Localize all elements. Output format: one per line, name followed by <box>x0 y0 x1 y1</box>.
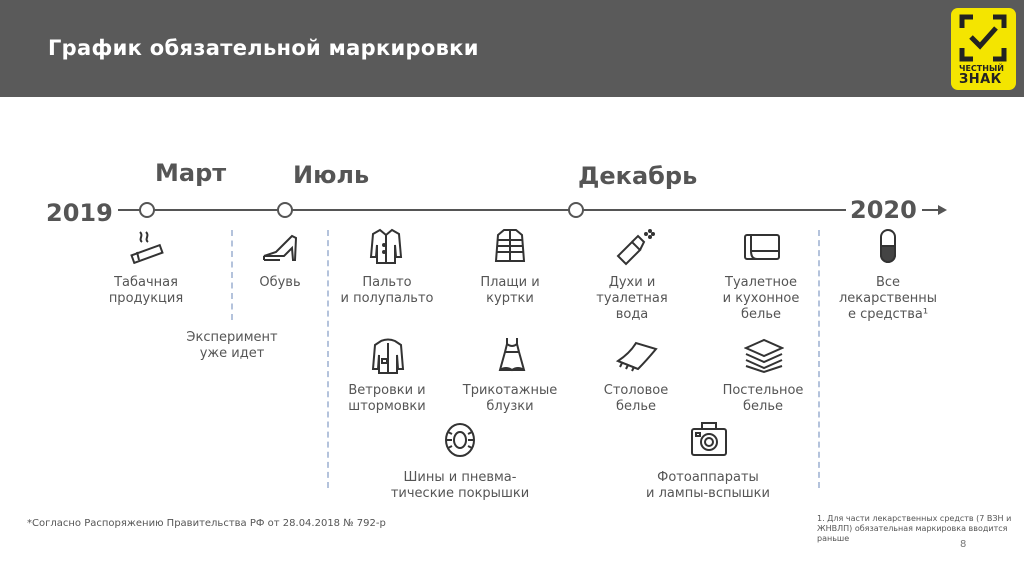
cigarette-icon <box>128 230 166 264</box>
tablecloth-icon <box>614 335 660 373</box>
label-experiment: Эксперимент уже идет <box>186 330 278 361</box>
tire-icon <box>443 422 477 458</box>
camera-icon <box>690 421 728 457</box>
month-march-label: Март <box>155 159 227 187</box>
label-blouses: Трикотажные блузки <box>462 383 558 414</box>
label-perfume: Духи и туалетная вода <box>596 275 668 322</box>
divider-march-july <box>231 230 233 320</box>
windbreaker-icon <box>371 337 405 375</box>
coat-icon <box>369 227 403 265</box>
divider-december-2020 <box>818 230 820 488</box>
checkmark-icon <box>959 14 1007 62</box>
blouse-dress-icon <box>496 336 528 374</box>
timeline-dot-march <box>139 202 155 218</box>
logo-text-top: ЧЕСТНЫЙ <box>959 64 1004 73</box>
footnote-decree: *Согласно Распоряжению Правительства РФ от 28.04.2018 № 792-р <box>27 518 386 529</box>
label-bedlinen: Постельное белье <box>722 383 804 414</box>
label-towels: Туалетное и кухонное белье <box>722 275 800 322</box>
month-july-label: Июль <box>293 161 370 189</box>
pill-capsule-icon <box>878 228 898 264</box>
header-bar <box>0 0 1024 97</box>
label-raincoats: Плащи и куртки <box>480 275 540 306</box>
timeline-dot-july <box>277 202 293 218</box>
year-2020-label: 2020 <box>850 196 917 224</box>
label-medicines: Все лекарственны е средства¹ <box>838 275 938 322</box>
label-cameras: Фотоаппараты и лампы-вспышки <box>646 470 770 501</box>
label-tablelinen: Столовое белье <box>603 383 669 414</box>
bedlinen-stack-icon <box>744 338 784 374</box>
label-shoes: Обувь <box>259 275 301 290</box>
logo-text-bottom: ЗНАК <box>959 72 1002 87</box>
label-coats: Пальто и полупальто <box>340 275 434 306</box>
month-december-label: Декабрь <box>578 162 698 190</box>
footnote-medicines: 1. Для части лекарственных средств (7 ВЗН и ЖНВЛП) обязательная маркировка вводится раньше <box>817 514 1012 543</box>
jacket-icon <box>494 227 526 265</box>
page-title: График обязательной маркировки <box>48 36 479 60</box>
label-tires: Шины и пневма- тические покрышки <box>390 470 530 501</box>
year-2019-label: 2019 <box>46 199 113 227</box>
label-windbreakers: Ветровки и штормовки <box>348 383 426 414</box>
label-tobacco: Табачная продукция <box>108 275 184 306</box>
timeline-arrowhead <box>938 205 947 215</box>
timeline-dot-december <box>568 202 584 218</box>
perfume-spray-icon <box>614 226 656 266</box>
chestny-znak-logo <box>951 8 1016 90</box>
timeline-line <box>118 209 846 211</box>
towel-icon <box>743 231 781 263</box>
high-heel-shoe-icon <box>262 230 300 264</box>
divider-july-december <box>327 230 329 488</box>
page-number: 8 <box>960 539 967 550</box>
